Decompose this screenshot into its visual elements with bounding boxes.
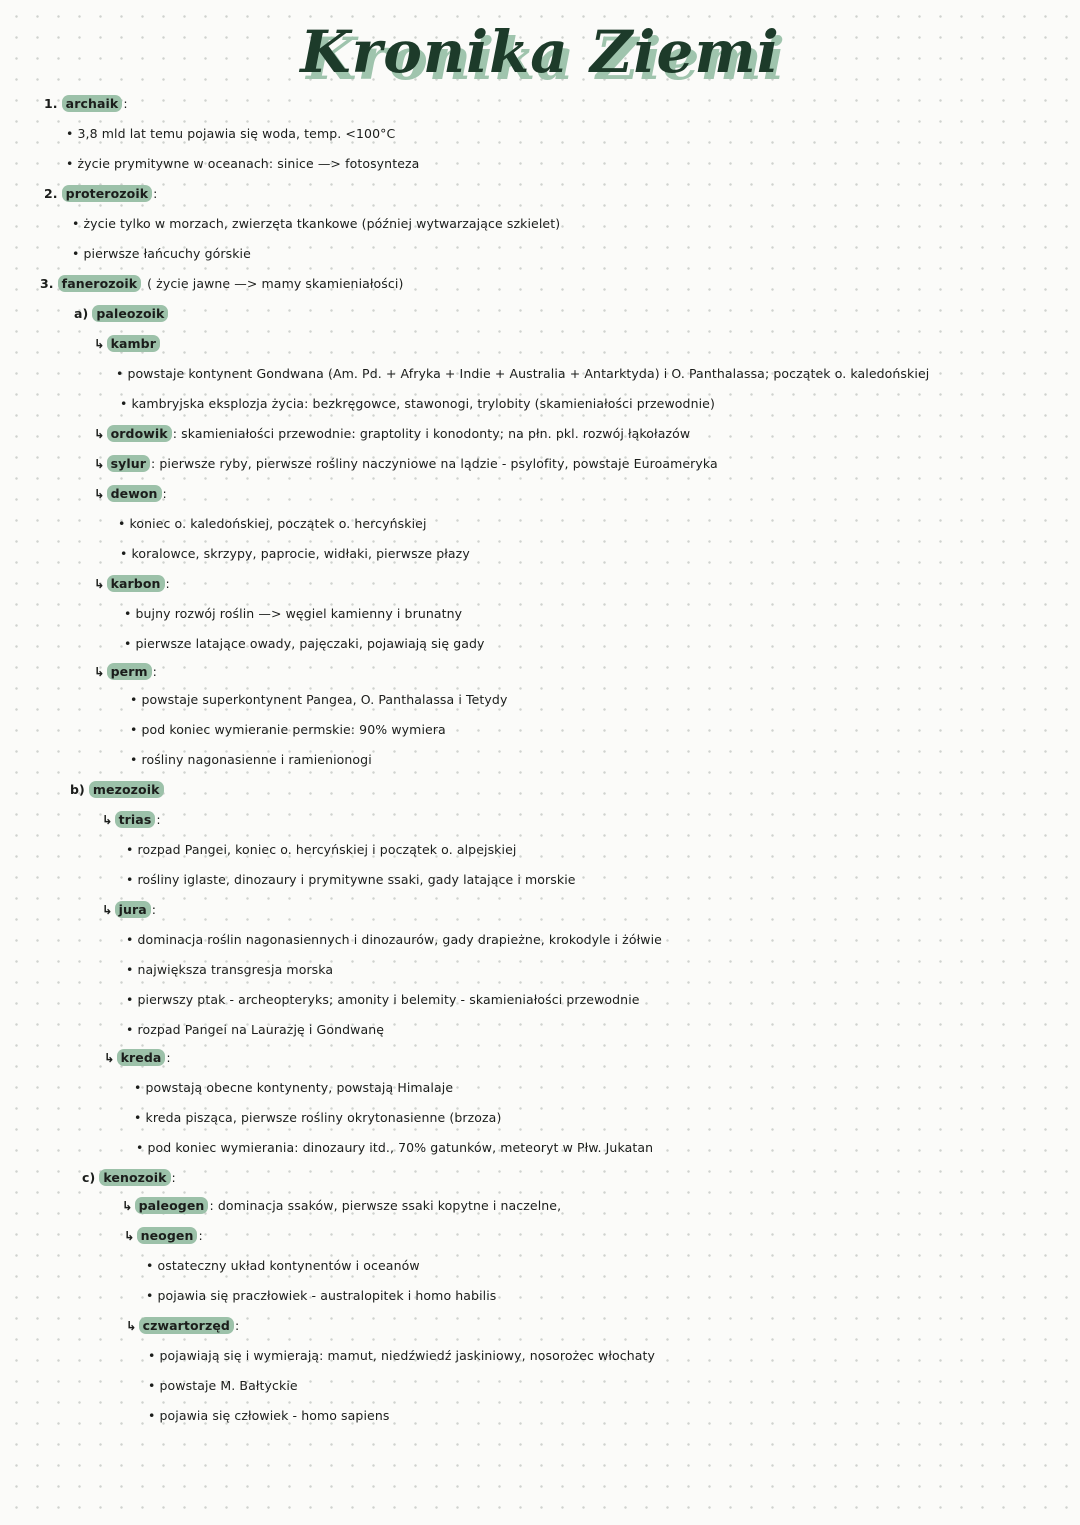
heading-number: 1.: [44, 96, 58, 111]
bullet-dot: •: [130, 692, 138, 707]
sub-arrow-icon: ↳: [94, 426, 105, 441]
bullet-text: pierwsze łańcuchy górskie: [83, 246, 251, 261]
bullet-text: rośliny nagonasienne i ramienionogi: [141, 752, 372, 767]
heading-rest: :: [151, 902, 157, 917]
bullet-item-perm-1: [130, 692, 507, 708]
bullet-dot: •: [124, 606, 132, 621]
bullet-item-karbon-1: [124, 606, 462, 622]
bullet-item-karbon-2: [124, 636, 485, 652]
bullet-dot: •: [126, 992, 134, 1007]
highlighted-term: mezozoik: [89, 781, 164, 798]
sub-arrow-icon: ↳: [94, 486, 105, 501]
bullet-item-kreda-3: [136, 1140, 653, 1156]
highlighted-term: kenozoik: [99, 1169, 170, 1186]
bullet-text: pojawia się praczłowiek - australopitek i homo habilis: [157, 1288, 497, 1303]
bullet-item-dewon-2: [120, 546, 470, 562]
bullet-text: powstaje kontynent Gondwana (Am. Pd. + Afryka + Indie + Australia + Antarktyda) i O. Panthalassa; początek o. kaledońskiej: [127, 366, 930, 381]
bullet-item-jura-2: [126, 962, 333, 978]
bullet-dot: •: [120, 396, 128, 411]
bullet-dot: •: [120, 546, 128, 561]
period-heading-ordowik: [94, 426, 690, 442]
highlighted-term: czwartorzęd: [139, 1317, 234, 1334]
period-heading-perm: [94, 664, 157, 680]
bullet-dot: •: [130, 752, 138, 767]
period-heading-kambr: [94, 336, 160, 352]
bullet-dot: •: [66, 126, 74, 141]
bullet-item-kreda-2: [134, 1110, 501, 1126]
heading-rest: :: [152, 664, 157, 679]
bullet-dot: •: [66, 156, 74, 171]
bullet-item-jura-3: [126, 992, 640, 1008]
bullet-dot: •: [126, 872, 134, 887]
bullet-text: powstaje superkontynent Pangea, O. Panthalassa i Tetydy: [141, 692, 508, 707]
heading-rest: :: [123, 96, 128, 111]
period-heading-sylur: [94, 456, 718, 472]
bullet-text: powstaje M. Bałtyckie: [159, 1378, 298, 1393]
bullet-text: pod koniec wymieranie permskie: 90% wymiera: [141, 722, 446, 737]
heading-rest: :: [166, 1050, 171, 1065]
bullet-text: koralowce, skrzypy, paprocie, widłaki, pierwsze płazy: [131, 546, 470, 561]
sub-arrow-icon: ↳: [126, 1318, 137, 1333]
bullet-item-perm-3: [130, 752, 372, 768]
bullet-dot: •: [72, 246, 80, 261]
highlighted-term: perm: [107, 663, 152, 680]
highlighted-term: fanerozoik: [58, 275, 141, 292]
bullet-dot: •: [148, 1408, 156, 1423]
era-heading-mezozoik: [70, 782, 164, 798]
highlighted-term: kambr: [107, 335, 160, 352]
bullet-dot: •: [134, 1080, 142, 1095]
bullet-item-jura-1: [126, 932, 662, 948]
bullet-dot: •: [148, 1348, 156, 1363]
highlighted-term: paleogen: [135, 1197, 209, 1214]
period-heading-neogen: [124, 1228, 203, 1244]
heading-number: 2.: [44, 186, 58, 201]
bullet-dot: •: [116, 366, 124, 381]
bullet-item-proterozoik-1: [72, 216, 560, 232]
heading-rest: : pierwsze ryby, pierwsze rośliny naczyniowe na lądzie - psylofity, powstaje Euroameryka: [151, 456, 718, 471]
heading-rest: :: [162, 486, 167, 501]
period-heading-trias: [102, 812, 161, 828]
bullet-text: powstają obecne kontynenty, powstają Himalaje: [145, 1080, 454, 1095]
bullet-text: pierwszy ptak - archeopteryks; amonity i belemity - skamieniałości przewodnie: [137, 992, 640, 1007]
bullet-dot: •: [72, 216, 80, 231]
heading-rest: : skamieniałości przewodnie: graptolity i konodonty; na płn. pkl. rozwój łąkołazów: [172, 426, 691, 441]
highlighted-term: sylur: [107, 455, 150, 472]
bullet-item-trias-2: [126, 872, 576, 888]
period-heading-kreda: [104, 1050, 171, 1066]
bullet-dot: •: [126, 842, 134, 857]
heading-rest: : dominacja ssaków, pierwsze ssaki kopytne i naczelne,: [209, 1198, 562, 1213]
bullet-item-neogen-2: [146, 1288, 496, 1304]
bullet-dot: •: [148, 1378, 156, 1393]
bullet-text: kambryjska eksplozja życia: bezkręgowce, stawonogi, trylobity (skamieniałości przewodnie): [131, 396, 715, 411]
highlighted-term: proterozoik: [62, 185, 152, 202]
highlighted-term: archaik: [62, 95, 123, 112]
bullet-dot: •: [146, 1258, 154, 1273]
era-heading-archaik: [44, 96, 128, 112]
era-heading-paleozoik: [74, 306, 168, 322]
bullet-item-czwartorzed-1: [148, 1348, 655, 1364]
highlighted-term: karbon: [107, 575, 165, 592]
bullet-text: życie tylko w morzach, zwierzęta tkankowe (później wytwarzające szkielet): [83, 216, 561, 231]
highlighted-term: neogen: [137, 1227, 198, 1244]
bullet-text: rośliny iglaste, dinozaury i prymitywne ssaki, gady latające i morskie: [137, 872, 576, 887]
sub-arrow-icon: ↳: [94, 664, 105, 679]
bullet-text: dominacja roślin nagonasiennych i dinozaurów, gady drapieżne, krokodyle i żółwie: [137, 932, 662, 947]
bullet-text: pojawia się człowiek - homo sapiens: [159, 1408, 390, 1423]
sub-arrow-icon: ↳: [94, 336, 105, 351]
bullet-text: życie prymitywne w oceanach: sinice —> fotosynteza: [77, 156, 420, 171]
heading-number: a): [74, 306, 89, 321]
bullet-text: bujny rozwój roślin —> węgiel kamienny i brunatny: [135, 606, 463, 621]
bullet-text: pojawiają się i wymierają: mamut, niedźwiedź jaskiniowy, nosorożec włochaty: [159, 1348, 656, 1363]
sub-arrow-icon: ↳: [102, 902, 113, 917]
bullet-item-neogen-1: [146, 1258, 420, 1274]
bullet-text: pierwsze latające owady, pajęczaki, pojawiają się gady: [135, 636, 485, 651]
period-heading-dewon: [94, 486, 167, 502]
heading-rest: :: [153, 186, 158, 201]
heading-rest: :: [165, 576, 170, 591]
heading-number: 3.: [40, 276, 54, 291]
heading-rest: :: [198, 1228, 203, 1243]
heading-rest: :: [156, 812, 161, 827]
bullet-item-perm-2: [130, 722, 446, 738]
period-heading-czwartorzed: [126, 1318, 239, 1334]
bullet-item-trias-1: [126, 842, 516, 858]
bullet-text: rozpad Pangei na Laurazję i Gondwanę: [137, 1022, 385, 1037]
highlighted-term: jura: [115, 901, 151, 918]
sub-arrow-icon: ↳: [122, 1198, 133, 1213]
era-heading-proterozoik: [44, 186, 157, 202]
page-title: Kronika Ziemi: [300, 18, 780, 86]
period-heading-paleogen: [122, 1198, 561, 1214]
heading-rest: :: [171, 1170, 176, 1185]
sub-arrow-icon: ↳: [124, 1228, 135, 1243]
bullet-item-czwartorzed-2: [148, 1378, 298, 1394]
bullet-text: kreda pisząca, pierwsze rośliny okrytonasienne (brzoza): [145, 1110, 502, 1125]
bullet-dot: •: [124, 636, 132, 651]
bullet-text: ostateczny układ kontynentów i oceanów: [157, 1258, 420, 1273]
bullet-text: koniec o. kaledońskiej, początek o. hercyńskiej: [129, 516, 427, 531]
period-heading-jura: [102, 902, 156, 918]
bullet-text: największa transgresja morska: [137, 962, 334, 977]
heading-number: c): [82, 1170, 96, 1185]
bullet-text: rozpad Pangei, koniec o. hercyńskiej i początek o. alpejskiej: [137, 842, 517, 857]
bullet-dot: •: [118, 516, 126, 531]
bullet-item-kambr-1: [116, 366, 929, 382]
bullet-item-kambr-2: [120, 396, 715, 412]
sub-arrow-icon: ↳: [102, 812, 113, 827]
bullet-dot: •: [134, 1110, 142, 1125]
bullet-item-jura-4: [126, 1022, 384, 1038]
bullet-text: pod koniec wymierania: dinozaury itd., 70% gatunków, meteoryt w Płw. Jukatan: [147, 1140, 654, 1155]
heading-rest: :: [234, 1318, 240, 1333]
period-heading-karbon: [94, 576, 170, 592]
bullet-item-kreda-1: [134, 1080, 453, 1096]
bullet-dot: •: [136, 1140, 144, 1155]
highlighted-term: trias: [115, 811, 156, 828]
sub-arrow-icon: ↳: [94, 576, 105, 591]
sub-arrow-icon: ↳: [104, 1050, 115, 1065]
highlighted-term: paleozoik: [92, 305, 168, 322]
bullet-item-proterozoik-2: [72, 246, 251, 262]
highlighted-term: dewon: [107, 485, 162, 502]
era-heading-kenozoik: [82, 1170, 176, 1186]
bullet-item-dewon-1: [118, 516, 427, 532]
bullet-text: 3,8 mld lat temu pojawia się woda, temp. <100°C: [77, 126, 396, 141]
bullet-dot: •: [126, 932, 134, 947]
era-heading-fanerozoik: [40, 276, 403, 292]
highlighted-term: kreda: [117, 1049, 166, 1066]
bullet-dot: •: [130, 722, 138, 737]
bullet-item-archaik-1: [66, 126, 395, 142]
bullet-dot: •: [126, 962, 134, 977]
bullet-dot: •: [146, 1288, 154, 1303]
bullet-dot: •: [126, 1022, 134, 1037]
sub-arrow-icon: ↳: [94, 456, 105, 471]
bullet-item-czwartorzed-3: [148, 1408, 389, 1424]
highlighted-term: ordowik: [107, 425, 172, 442]
bullet-item-archaik-2: [66, 156, 419, 172]
heading-rest: ( życie jawne —> mamy skamieniałości): [147, 276, 404, 291]
heading-number: b): [70, 782, 85, 797]
